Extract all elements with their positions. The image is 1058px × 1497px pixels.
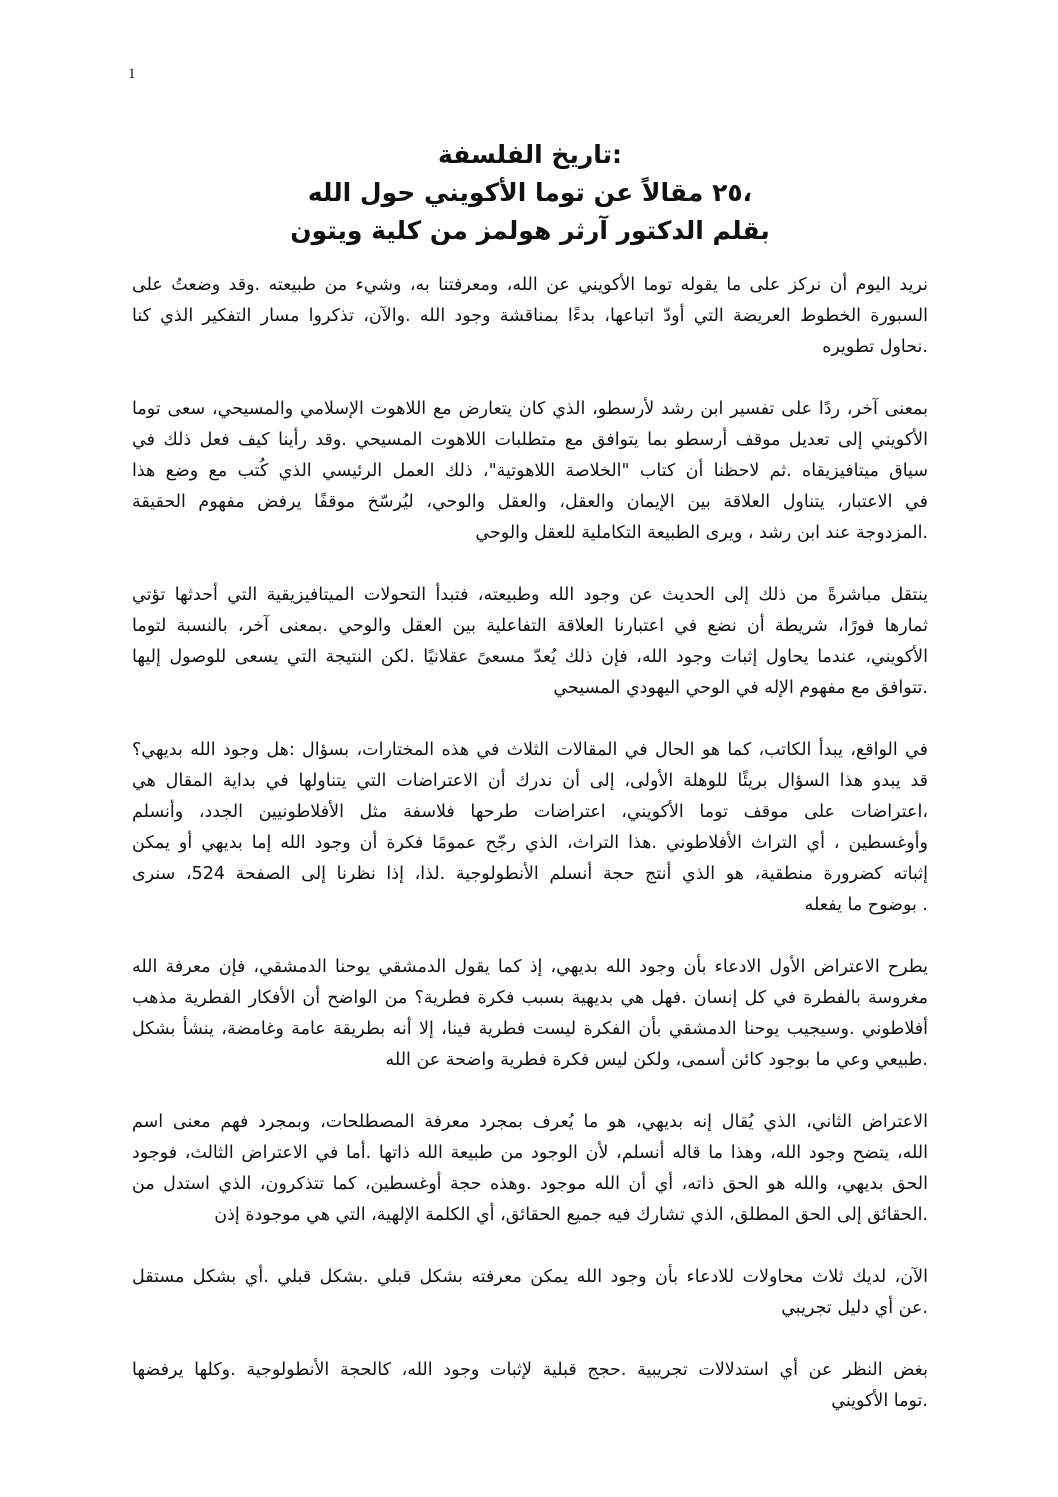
paragraph: [132, 1262, 928, 1324]
paragraph-line: الله، يتضح وجود الله، وهذا ما قاله أنسلم، لأن الوجود من طبيعة الله ذاتها .أما في الاعتراض الثالث، فوجود: [132, 1143, 928, 1163]
paragraph-line: مغروسة بالفطرة في كل إنسان .فهل هي بديهية بسبب فكرة فطرية؟ من الواضح أن الأفكار الفطرية مذهب: [132, 988, 928, 1008]
title-line: :تاريخ الفلسفة: [437, 140, 623, 169]
title-line: ،٢٥ مقالاً عن توما الأكويني حول الله: [307, 178, 753, 207]
paragraph-line: يطرح الاعتراض الأول الادعاء بأن وجود الله بديهي، إذ كما يقول الدمشقي يوحنا الدمشقي، فإن معرفة الله: [132, 957, 928, 977]
paragraph-line: .عن أي دليل تجريبي: [781, 1298, 928, 1318]
paragraph-line: .تتوافق مع مفهوم الإله في الوحي اليهودي المسيحي: [553, 678, 928, 698]
paragraph-line: .نحاول تطويره: [822, 337, 928, 357]
paragraph: [132, 1355, 928, 1417]
paragraph-line: السبورة الخطوط العريضة التي أودّ اتباعها، بدءًا بمناقشة وجود الله .والآن، تذكروا مسار التفكير الذي كنا: [132, 306, 928, 326]
paragraph-line: أفلاطوني .وسيجيب يوحنا الدمشقي بأن الفكرة ليست فطرية فينا، إلا أنه بطريقة عامة وغامضة، ينشأ بشكل: [132, 1019, 928, 1039]
paragraph-line: نريد اليوم أن نركز على ما يقوله توما الأكويني عن الله، ومعرفتنا به، وشيء من طبيعته .وقد وضعتُ على: [132, 275, 928, 295]
paragraph-line: الآن، لديك ثلاث محاولات للادعاء بأن وجود الله يمكن معرفته بشكل قبلي .بشكل قبلي .أي بشكل مستقل: [132, 1267, 928, 1287]
paragraph-line: ثمارها فورًا، شريطة أن نضع في اعتبارنا العلاقة التفاعلية بين العقل والوحي .بمعنى آخر، بالنسبة لتوما: [132, 616, 928, 636]
paragraph: [132, 1107, 928, 1231]
paragraph: [132, 270, 928, 363]
paragraph-line: قد يبدو هذا السؤال بريئًا للوهلة الأولى، إلى أن ندرك أن الاعتراضات التي يتناولها في بداية المقال هي: [132, 771, 928, 791]
paragraph-line: ،اعتراضات على موقف توما الأكويني، اعتراضات طرحها فلاسفة مثل الأفلاطونيين الجدد، وأنسلم: [132, 802, 928, 822]
title-line: بقلم الدكتور آرثر هولمز من كلية ويتون: [290, 216, 770, 245]
paragraph-line: بغض النظر عن أي استدلالات تجريبية .حجج قبلية لإثبات وجود الله، كالحجة الأنطولوجية .وكلها يرفضها: [132, 1360, 928, 1380]
paragraph-line: ينتقل مباشرةً من ذلك إلى الحديث عن وجود الله وطبيعته، فتبدأ التحولات الميتافيزيقية التي أحدثها تؤتي: [132, 585, 928, 605]
paragraph-line: الاعتراض الثاني، الذي يُقال إنه بديهي، هو ما يُعرف بمجرد معرفة المصطلحات، وبمجرد فهم معنى اسم: [132, 1112, 928, 1132]
document-body: [132, 270, 928, 1448]
document-title: [120, 136, 940, 250]
paragraph: [132, 394, 928, 549]
paragraph-line: بمعنى آخر، ردًا على تفسير ابن رشد لأرسطو، الذي كان يتعارض مع اللاهوت الإسلامي والمسيحي، سعى توما: [132, 399, 928, 419]
paragraph-line: .طبيعي وعي ما بوجود كائن أسمى، ولكن ليس فكرة فطرية واضحة عن الله: [385, 1050, 928, 1070]
paragraph-line: وأوغسطين ، أي التراث الأفلاطوني .هذا التراث، الذي رجّح عمومًا فكرة أن وجود الله إما بديهي أو يمكن: [132, 833, 928, 853]
paragraph-line: في الاعتبار، يتناول العلاقة بين الإيمان والعقل، والعقل والوحي، ليُرسّخ موقفًا يرفض مفهوم الحقيقة: [132, 492, 928, 512]
paragraph-line: الأكويني، عندما يحاول إثبات وجود الله، فإن ذلك يُعدّ مسعىً عقلانيًا .لكن النتيجة التي يسعى للوصول إليها: [132, 647, 928, 667]
paragraph: [132, 952, 928, 1076]
paragraph: [132, 735, 928, 921]
paragraph: [132, 580, 928, 704]
paragraph-line: .الحقائق إلى الحق المطلق، الذي تشارك فيه جميع الحقائق، أي الكلمة الإلهية، التي هي موجودة إذن: [214, 1205, 928, 1225]
paragraph-line: الأكويني إلى تعديل موقف أرسطو بما يتوافق مع متطلبات اللاهوت المسيحي .وقد رأينا كيف فعل ذلك في: [132, 430, 928, 450]
paragraph-line: إثباته كضرورة منطقية، هو الذي أنتج حجة أنسلم الأنطولوجية .لذا، إذا نظرنا إلى الصفحة 524، سنرى: [132, 864, 928, 884]
page-number: 1: [128, 66, 136, 82]
paragraph-line: سياق ميتافيزيقاه .ثم لاحظنا أن كتاب "الخلاصة اللاهوتية"، ذلك العمل الرئيسي الذي كُتب مع وضع هذا: [132, 461, 928, 481]
paragraph-line: في الواقع، يبدأ الكاتب، كما هو الحال في المقالات الثلاث في هذه المختارات، بسؤال :هل وجود الله بديهي؟: [132, 740, 928, 760]
paragraph-line: .توما الأكويني: [831, 1391, 928, 1411]
paragraph-line: الحق بديهي، والله هو الحق ذاته، أي أن الله موجود .وهذه حجة أوغسطين، كما تتذكرون، الذي استدل من: [132, 1174, 928, 1194]
paragraph-line: . بوضوح ما يفعله: [804, 895, 928, 915]
paragraph-line: .المزدوجة عند ابن رشد ، ويرى الطبيعة التكاملية للعقل والوحي: [475, 523, 928, 543]
